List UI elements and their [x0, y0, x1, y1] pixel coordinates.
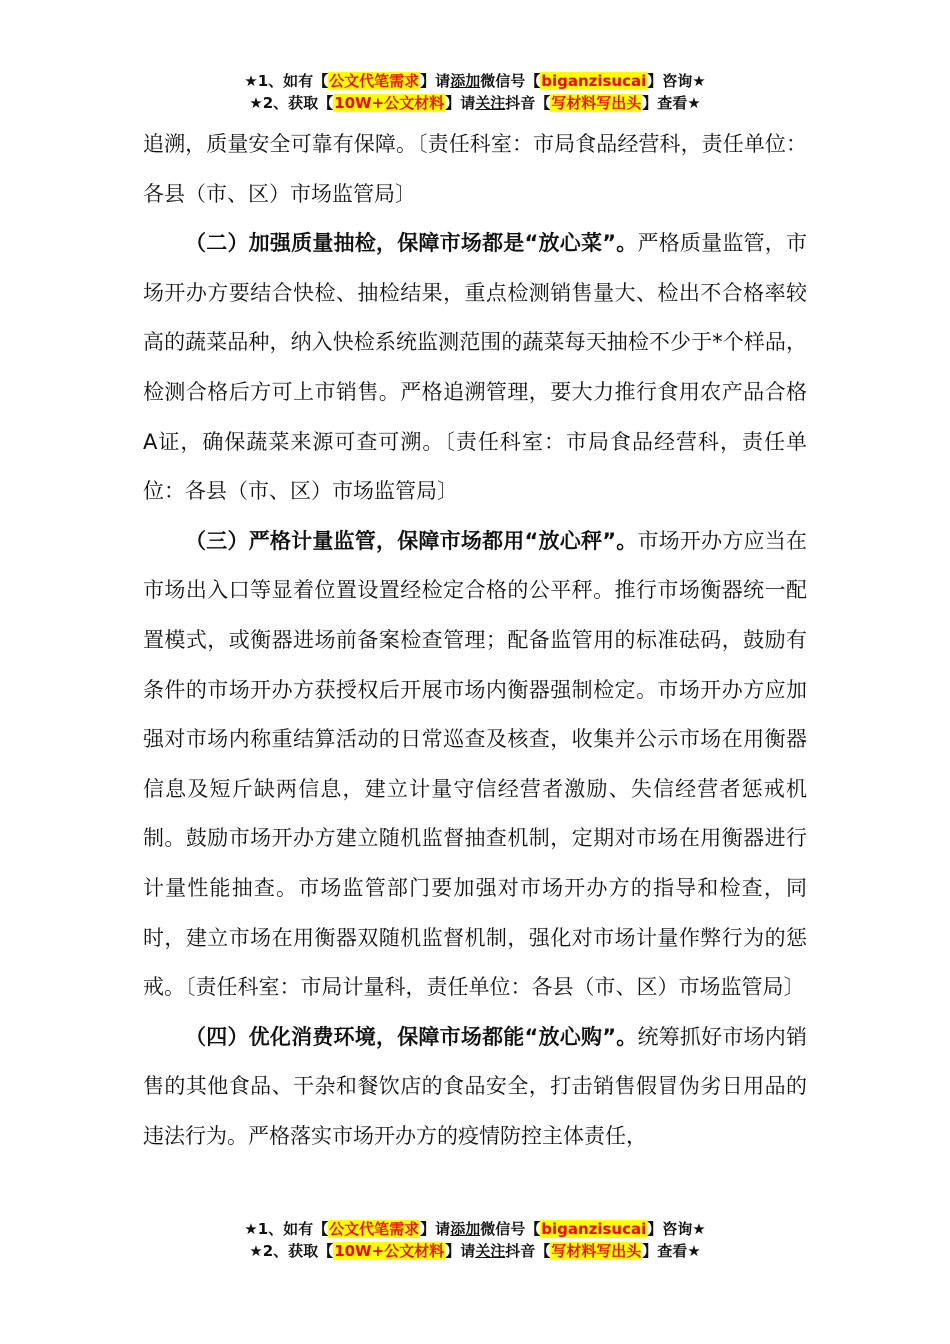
paragraph-text: 严格质量监管，市场开办方要结合快检、抽检结果，重点检测销售量大、检出不合格率较高的蔬菜品种，纳入快检系统监测范围的蔬菜每天抽检不少于*个样品，检测合格后方可上市销售。严格追溯管理，要大力推行食用农产品合格A证，确保蔬菜来源可查可溯。〔责任科室：市局食品经营科，责任单位：各县（市、区）市场监管局〕	[143, 231, 807, 504]
star-icon: ★	[249, 1242, 263, 1260]
paragraph-text: 市场开办方应当在市场出入口等显着位置设置经检定合格的公平秤。推行市场衡器统一配置模式，或衡器进场前备案检查管理；配备监管用的标准砝码，鼓励有条件的市场开办方获授权后开展市场内衡器强制检定。市场开办方应加强对市场内称重结算活动的日常巡查及核查，收集并公示市场在用衡器信息及短斤缺两信息，建立计量守信经营者激励、失信经营者惩戒机制。鼓励市场开办方建立随机监督抽查机制，定期对市场在用衡器进行计量性能抽查。市场监管部门要加强对市场开办方的指导和检查，同时，建立市场在用衡器双随机监督机制，强化对市场计量作弊行为的惩戒。〔责任科室：市局计量科，责任单位：各县（市、区）市场监管局〕	[143, 528, 807, 1000]
banner-text: 】查看★	[642, 94, 701, 112]
highlight-wechat-id: biganzisucai	[541, 1220, 647, 1238]
banner-line-1	[0, 70, 950, 92]
section-heading: （四）优化消费环境，保障市场都能“放心购”。	[185, 1024, 638, 1049]
banner-text: 】请	[420, 1220, 451, 1238]
underlined-text: 关注	[475, 94, 506, 112]
footer-banner	[0, 1218, 950, 1262]
paragraph-quality-inspection	[143, 219, 807, 517]
banner-text: 1、如有【	[257, 1220, 329, 1238]
banner-line-2	[0, 92, 950, 114]
paragraph-consumer-environment	[143, 1013, 807, 1162]
banner-text: 1、如有【	[257, 72, 329, 90]
banner-text: 】查看★	[642, 1242, 701, 1260]
highlight-service: 公文代笔需求	[329, 1220, 420, 1238]
banner-text: 微信号【	[480, 1220, 541, 1238]
underlined-text: 添加	[450, 1220, 481, 1238]
underlined-text: 关注	[475, 1242, 506, 1260]
section-heading: （二）加强质量抽检，保障市场都是“放心菜”。	[185, 231, 638, 256]
banner-text: 抖音【	[505, 1242, 551, 1260]
banner-line-2	[0, 1240, 950, 1262]
document-body	[143, 120, 807, 1161]
banner-text: 2、获取【	[262, 1242, 334, 1260]
star-icon: ★	[244, 1220, 258, 1238]
banner-text: 】咨询★	[647, 1220, 706, 1238]
star-icon: ★	[249, 94, 263, 112]
banner-text: 】请	[445, 94, 476, 112]
highlight-materials: 10W+公文材料	[334, 1242, 445, 1260]
highlight-douyin: 写材料写出头	[551, 1242, 642, 1260]
paragraph-text: 统筹抓好市场内销售的其他食品、干杂和餐饮店的食品安全，打击销售假冒伪劣日用品的违法行为。严格落实市场开办方的疫情防控主体责任，	[143, 1024, 807, 1148]
section-heading: （三）严格计量监管，保障市场都用“放心秤”。	[185, 528, 638, 553]
banner-text: 】咨询★	[647, 72, 706, 90]
header-banner	[0, 70, 950, 114]
banner-text: 抖音【	[505, 94, 551, 112]
banner-text: 】请	[445, 1242, 476, 1260]
paragraph-continuation: 追溯，质量安全可靠有保障。〔责任科室：市局食品经营科，责任单位：各县（市、区）市场监管局〕	[143, 132, 807, 206]
paragraph-metrology	[143, 517, 807, 1013]
banner-text: 】请	[420, 72, 451, 90]
highlight-douyin: 写材料写出头	[551, 94, 642, 112]
banner-text: 2、获取【	[262, 94, 334, 112]
highlight-wechat-id: biganzisucai	[541, 72, 647, 90]
banner-line-1	[0, 1218, 950, 1240]
star-icon: ★	[244, 72, 258, 90]
banner-text: 微信号【	[480, 72, 541, 90]
highlight-service: 公文代笔需求	[329, 72, 420, 90]
highlight-materials: 10W+公文材料	[334, 94, 445, 112]
underlined-text: 添加	[450, 72, 481, 90]
